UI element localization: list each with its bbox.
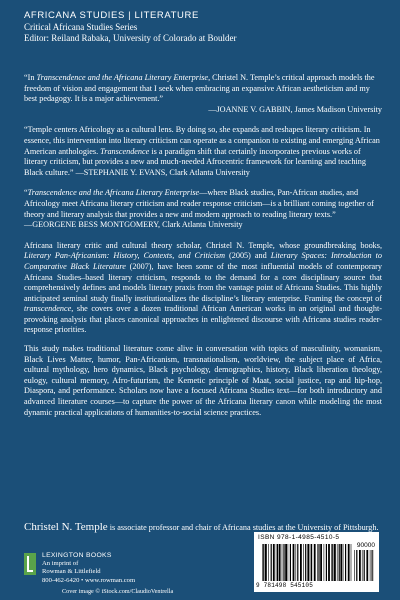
- series-editor: Editor: Reiland Rabaka, University of Colorado at Boulder: [24, 33, 237, 43]
- publisher-line: Rowman & Littlefield: [42, 568, 101, 576]
- barcode-icon: [262, 544, 352, 581]
- quote-book-title: Transcendence and the Africana Literary Enterprise: [27, 188, 200, 198]
- description-paragraph: [24, 241, 382, 336]
- publisher-contact: 800-462-6420 • www.rowman.com: [42, 576, 136, 584]
- quote-book-title: Transcendence: [100, 146, 150, 156]
- book-title: Literary Pan-Africanism: History, Contexts, and Criticism: [24, 251, 226, 261]
- book-title: Literary Spaces: Introduction to Comparative Black Literature: [24, 251, 382, 271]
- series-header: [24, 10, 384, 44]
- author-name: Christel N. Temple: [24, 521, 108, 533]
- quote-text: “Temple centers Africology as a cultural lens. By doing so, she expands and reshapes literary criticism. In essence, this intervention into literary criticism can operate as a companion to existing and emerging African American anthologies.: [24, 125, 380, 156]
- publisher-block: [24, 552, 174, 592]
- author-bio-text: is associate professor and chair of Africana studies at the University of Pittsburgh.: [107, 523, 379, 532]
- quote-text: “In: [24, 73, 37, 82]
- isbn-number: ISBN 978-1-4985-4510-5: [258, 534, 340, 541]
- series-title: AFRICANA STUDIES | LITERATURE: [24, 10, 199, 21]
- endorsement-quote: [24, 188, 382, 230]
- quote-attribution: —JOANNE V. GABBIN, James Madison University: [208, 104, 382, 114]
- main-text: [24, 73, 382, 426]
- description-text: (2005) and: [225, 251, 271, 261]
- price-code: 90000: [356, 542, 375, 549]
- publisher-info: [42, 552, 172, 585]
- quote-book-title: Transcendence and the Africana Literary Enterprise: [36, 73, 209, 82]
- description-text: (2007), have been some of the most influential models of contemporary Africana Studies–based literary criticism, responds to the demand for a core disciplinary source that comprehensively defines and models literary praxis from the vantage point of Africana Studies. This highly anticipated seminal study finally institutionalizes the discipline’s literary enterprise. Framing the concept of: [24, 261, 383, 303]
- endorsement-quote: [24, 125, 382, 178]
- barcode-digits: 9 781498 545105: [256, 582, 314, 589]
- endorsement-quote: [24, 73, 382, 115]
- quote-attribution: —STEPHANIE Y. EVANS, Clark Atlanta University: [75, 167, 250, 177]
- publisher-name: LEXINGTON BOOKS: [42, 552, 112, 559]
- description-text: Africana literary critic and cultural theory scholar, Christel N. Temple, whose groundbreaking books,: [24, 240, 382, 250]
- quote-text: , Christel N. Temple’s critical approach models the freedom of vision and engagement that I seek when embracing an expansive African aestheticism and my best pedagogy. It is a major achievement.”: [24, 73, 375, 104]
- cover-image-credit: Cover image © iStock.com/ClaudioVentrella: [62, 588, 174, 595]
- publisher-line: An imprint of: [42, 560, 79, 568]
- description-text: , she covers over a dozen traditional African American works in an original and thought-provoking analysis that places canonical approaches in enlightened discourse with Africana studies reader-response priorities.: [24, 304, 382, 335]
- quote-text: —where Black studies, Pan-African studies, and Africology meet Africana literary criticism and reader response criticism—is a brilliant coming together of theory and literary analysis that provides a new and modern approach to reading literary texts.”: [24, 188, 374, 219]
- publisher-logo-icon: [24, 553, 36, 575]
- quote-text: “: [24, 188, 28, 198]
- description-paragraph: This study makes traditional literature come alive in conversation with topics of masculinity, womanism, Black Lives Matter, humor, Pan-Africanism, transnationalism, worldview, the subject place of Africa, cultural mythology, hero dynamics, Black psychology, demographics, history, Black liberation theology, eulogy, cultural memory, Afro-futurism, the Kemetic principle of Maat, social justice, rap and hip-hop, Diaspora, and performance. Scholars now have a focused Africana Studies text—for both introductory and advanced literature courses—to capture the power of the Africana literary canon while modeling the most dynamic practical applications of humanities-to-social science practices.: [24, 344, 382, 417]
- price-barcode-icon: [354, 550, 374, 581]
- quote-attribution: —GEORGENE BESS MONTGOMERY, Clark Atlanta University: [24, 220, 243, 230]
- emphasis-term: transcendence: [24, 304, 72, 314]
- series-name: Critical Africana Studies Series: [24, 22, 138, 32]
- isbn-barcode: [254, 532, 379, 592]
- quote-text: is a paradigm shift that certainly incorporates previous works of literary criticism, but provides a new and much-needed Afrocentric framework for learning and teaching Black culture.”: [24, 146, 366, 177]
